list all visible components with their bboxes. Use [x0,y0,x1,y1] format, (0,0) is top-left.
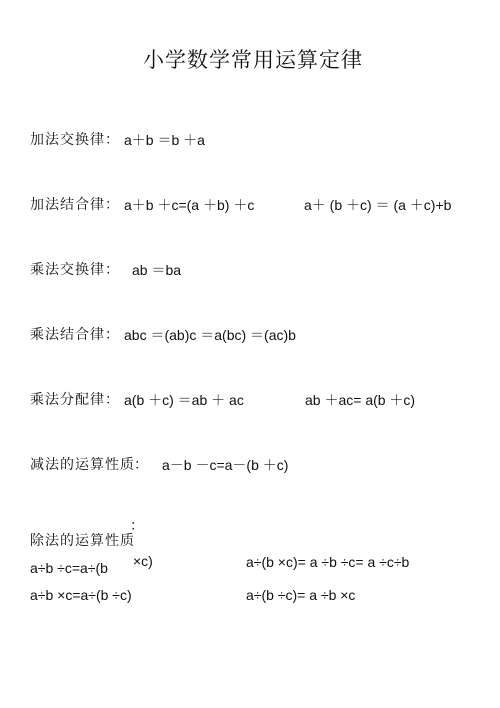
div-formula-1a: a÷b ÷c=a÷(b [30,560,108,576]
mul-associative-label: 乘法结合律： [30,327,120,343]
add-associative-formula-1: a＋b ＋c=(a ＋b) ＋c [124,197,255,213]
mul-distributive-formula-1: a(b ＋c) ＝ab ＋ ac [124,392,244,408]
mul-associative-formula: abc ＝(ab)c ＝a(bc) ＝(ac)b [124,327,296,343]
div-formula-1a-tail: ×c) [133,553,153,569]
mul-commutative-label: 乘法交换律： [30,262,120,278]
add-commutative-label: 加法交换律： [30,132,120,148]
mul-commutative-formula: ab ＝ba [132,262,182,278]
add-associative-label: 加法结合律： [30,197,120,213]
sub-property-formula: a－b －c=a－(b ＋c) [162,457,289,473]
mul-distributive-label: 乘法分配律： [30,392,120,408]
add-commutative-formula: a＋b ＝b ＋a [124,132,205,148]
div-property-label: 除法的运算性质 [30,533,135,549]
div-property-colon: ： [130,518,145,534]
div-formula-1b: a÷(b ×c)= a ÷b ÷c= a ÷c÷b [246,554,410,570]
sub-property-label: 减法的运算性质 [30,457,135,473]
sub-property-colon: ： [134,457,149,473]
page-title: 小学数学常用运算定律 [143,48,363,72]
div-formula-2b: a÷(b ÷c)= a ÷b ×c [246,587,356,603]
mul-distributive-formula-2: ab ＋ac= a(b ＋c) [305,392,416,408]
div-formula-2a: a÷b ×c=a÷(b ÷c) [30,587,132,603]
add-associative-formula-2: a＋ (b ＋c) ＝ (a ＋c)+b [304,197,452,213]
